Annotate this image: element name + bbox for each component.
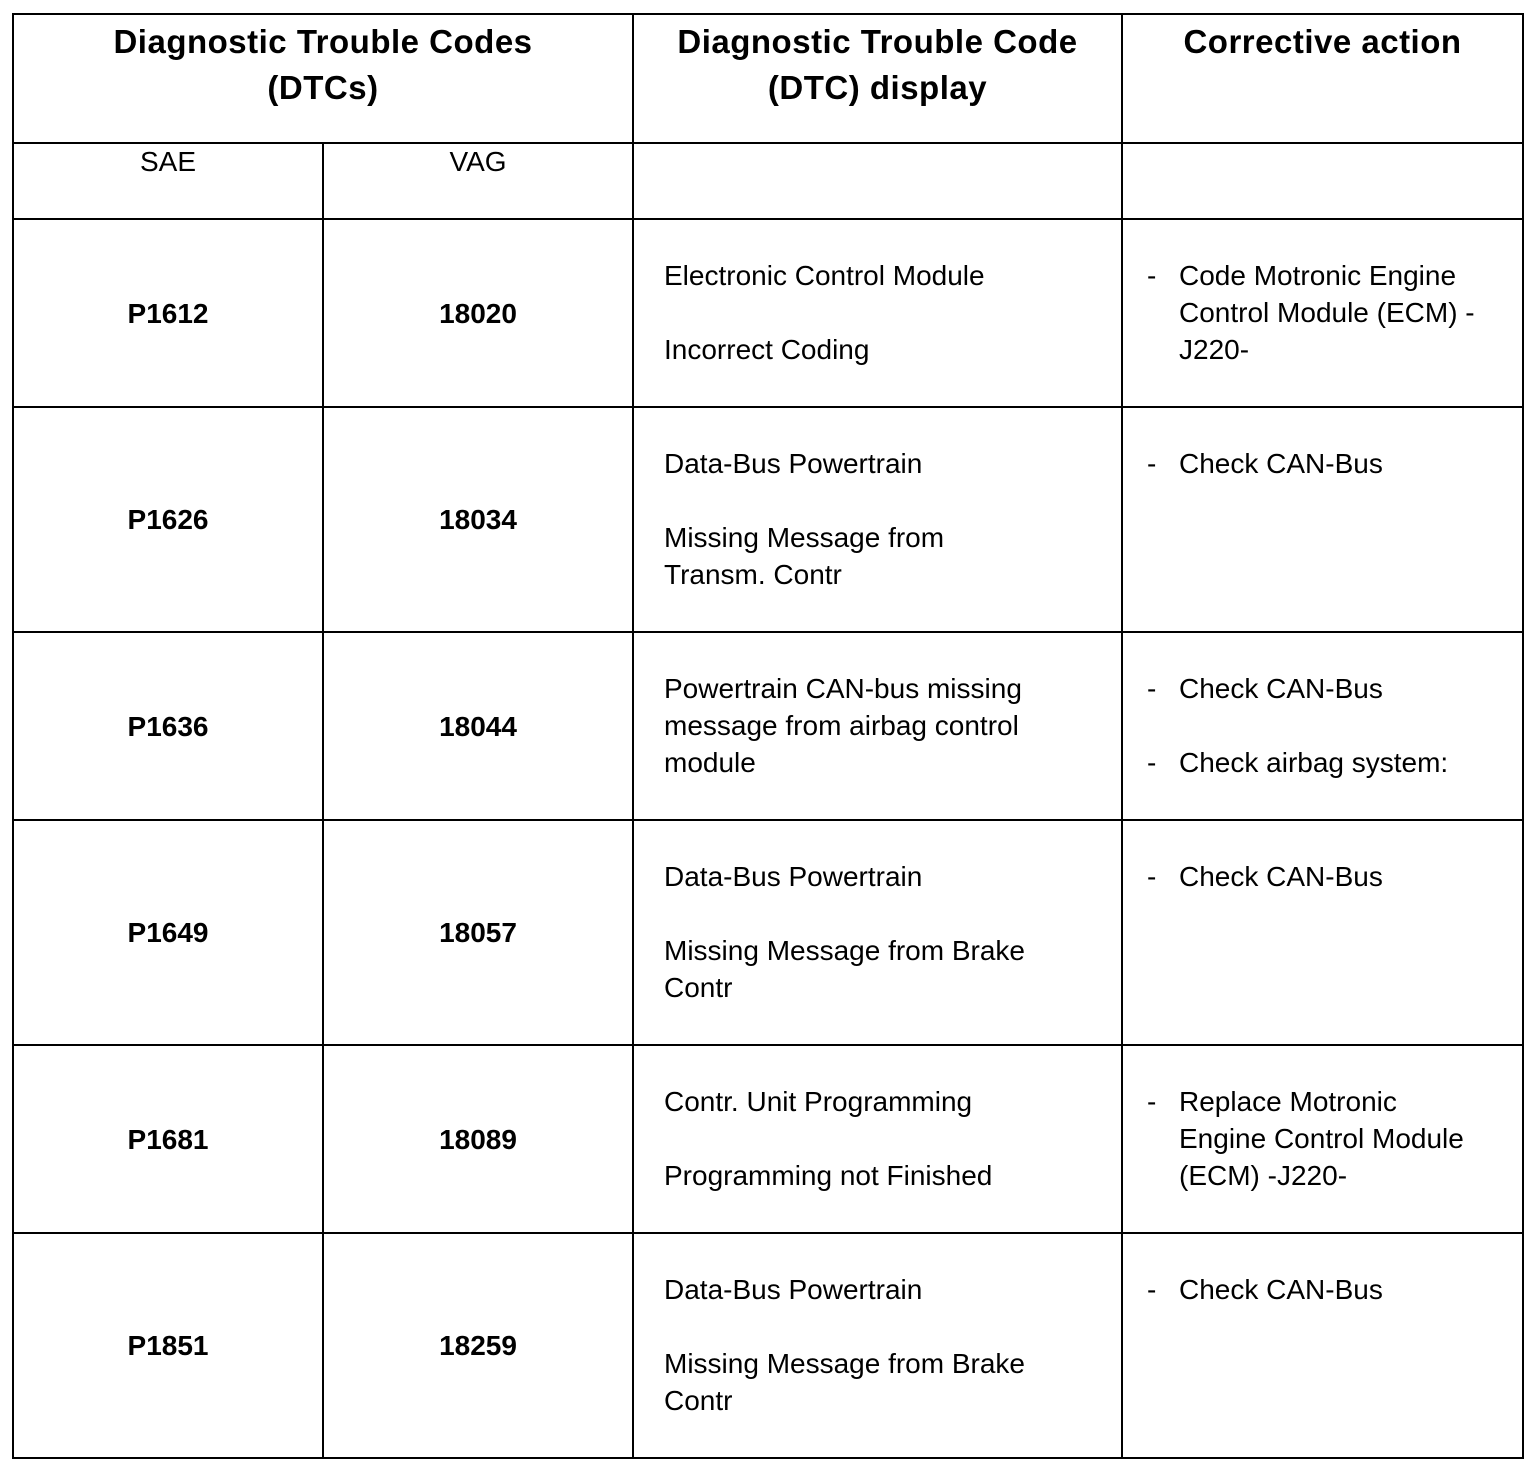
action-line: Check CAN-Bus xyxy=(1179,673,1383,704)
table-row-action xyxy=(1121,406,1524,633)
table-row-sae xyxy=(12,406,324,633)
action-line: J220- xyxy=(1179,334,1250,365)
display-line: Powertrain CAN-bus missing xyxy=(664,673,1022,704)
display-line: Contr xyxy=(664,972,733,1003)
action-item xyxy=(1147,858,1512,895)
table-row-vag xyxy=(322,819,634,1046)
header-action-label: Corrective action xyxy=(1183,23,1462,60)
display-line: Data-Bus Powertrain xyxy=(664,861,923,892)
vag-code: 18089 xyxy=(439,1123,517,1155)
sae-code: P1649 xyxy=(127,917,209,948)
vag-code: 18057 xyxy=(439,917,517,948)
sae-code: P1851 xyxy=(127,1330,209,1361)
table-row-action xyxy=(1121,1232,1524,1459)
vag-code: 18020 xyxy=(439,297,517,329)
display-line: Missing Message from Brake xyxy=(664,1348,1026,1379)
sae-code: P1626 xyxy=(127,504,209,535)
action-line: Check CAN-Bus xyxy=(1179,1274,1383,1305)
table-row-display xyxy=(632,631,1123,821)
table-row-display xyxy=(632,819,1123,1046)
table-row-sae xyxy=(12,1044,324,1234)
action-line: Control Module (ECM) - xyxy=(1179,297,1475,328)
subheader-sae xyxy=(12,142,324,220)
table-row-vag xyxy=(322,1044,634,1234)
table-row-sae xyxy=(12,819,324,1046)
header-display-line2: (DTC) display xyxy=(767,69,988,106)
action-line: Check CAN-Bus xyxy=(1179,861,1383,892)
dash-bullet: - xyxy=(1147,861,1157,892)
sae-code: P1612 xyxy=(127,297,209,329)
display-line: module xyxy=(664,747,756,778)
table-row-action xyxy=(1121,1044,1524,1234)
sae-code: P1636 xyxy=(127,710,209,742)
dash-bullet: - xyxy=(1147,1274,1157,1305)
dash-bullet: - xyxy=(1147,747,1157,778)
table-row-vag xyxy=(322,218,634,408)
display-line: Missing Message from xyxy=(664,522,945,553)
action-item xyxy=(1147,1271,1512,1308)
dash-bullet: - xyxy=(1147,1086,1157,1117)
table-row-sae xyxy=(12,631,324,821)
dash-bullet: - xyxy=(1147,260,1157,291)
table-row-display xyxy=(632,1044,1123,1234)
subheader-action-empty xyxy=(1121,142,1524,220)
display-line: Contr xyxy=(664,1385,733,1416)
subheader-vag-label: VAG xyxy=(449,146,507,177)
display-line: Incorrect Coding xyxy=(664,334,870,365)
subheader-display-empty xyxy=(632,142,1123,220)
action-item xyxy=(1147,670,1512,707)
table-row-display xyxy=(632,218,1123,408)
dash-bullet: - xyxy=(1147,673,1157,704)
display-line: Electronic Control Module xyxy=(664,260,985,291)
display-line: Missing Message from Brake xyxy=(664,935,1026,966)
display-line: Contr. Unit Programming xyxy=(664,1086,973,1117)
action-item xyxy=(1147,1083,1512,1194)
table-row-action xyxy=(1121,631,1524,821)
display-line: Data-Bus Powertrain xyxy=(664,448,923,479)
header-display xyxy=(632,13,1123,144)
header-action xyxy=(1121,13,1524,144)
action-line: Code Motronic Engine xyxy=(1179,260,1457,291)
action-line: Check airbag system: xyxy=(1179,747,1449,778)
header-dtcs xyxy=(12,13,634,144)
action-line: (ECM) -J220- xyxy=(1179,1160,1348,1191)
table-row-action xyxy=(1121,819,1524,1046)
vag-code: 18034 xyxy=(439,504,517,535)
action-item xyxy=(1147,257,1512,368)
sae-code: P1681 xyxy=(127,1123,209,1155)
action-item xyxy=(1147,744,1512,781)
table-row-vag xyxy=(322,406,634,633)
table-row-display xyxy=(632,1232,1123,1459)
display-line: message from airbag control xyxy=(664,710,1019,741)
display-line: Transm. Contr xyxy=(664,559,842,590)
table-row-action xyxy=(1121,218,1524,408)
table-row-display xyxy=(632,406,1123,633)
table-row-sae xyxy=(12,1232,324,1459)
header-display-line1: Diagnostic Trouble Code xyxy=(677,23,1078,60)
header-dtcs-line2: (DTCs) xyxy=(267,69,379,106)
subheader-vag xyxy=(322,142,634,220)
dash-bullet: - xyxy=(1147,448,1157,479)
display-line: Programming not Finished xyxy=(664,1160,993,1191)
action-line: Replace Motronic xyxy=(1179,1086,1397,1117)
vag-code: 18044 xyxy=(439,710,517,742)
table-row-vag xyxy=(322,631,634,821)
action-line: Check CAN-Bus xyxy=(1179,448,1383,479)
subheader-sae-label: SAE xyxy=(139,146,197,177)
display-line: Data-Bus Powertrain xyxy=(664,1274,923,1305)
action-item xyxy=(1147,445,1512,482)
vag-code: 18259 xyxy=(439,1330,517,1361)
action-line: Engine Control Module xyxy=(1179,1123,1464,1154)
dtc-table xyxy=(12,13,1524,1459)
table-row-vag xyxy=(322,1232,634,1459)
table-row-sae xyxy=(12,218,324,408)
header-dtcs-line1: Diagnostic Trouble Codes xyxy=(113,23,533,60)
